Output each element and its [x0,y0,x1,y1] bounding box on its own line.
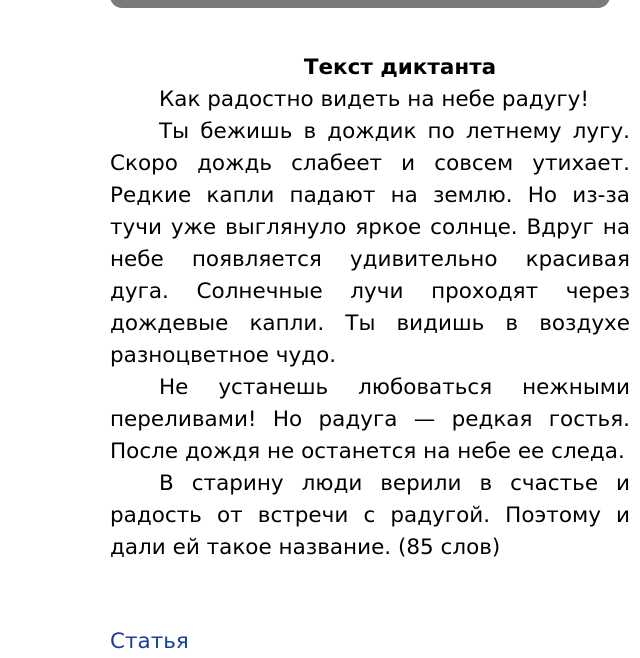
paragraph-4: В старину люди верили в счастье и радость от встречи с радугой. Поэтому и дали ей такое название. (85 слов) [110,471,630,560]
dictation-document [110,52,630,564]
bottom-link[interactable]: Статья [110,629,189,654]
paragraph-3: Не устанешь любоваться нежными переливами! Но радуга — редкая гостья. После дождя не останется на небе ее следа. [110,375,630,464]
document-title: Текст диктанта [303,55,497,80]
paragraph-2: Ты бежишь в дождик по летнему лугу. Скоро дождь слабеет и совсем утихает. Редкие капли падают на землю. Но из-за тучи уже выглянуло яркое солнце. Вдруг на небе появляется удивительно красивая дуга. Солнечные лучи проходят через дождевые капли. Ты видишь в воздухе разноцветное чудо. [110,119,630,368]
paragraph-1: Как радостно видеть на небе радугу! [159,87,589,112]
top-toolbar-bar [110,0,610,8]
